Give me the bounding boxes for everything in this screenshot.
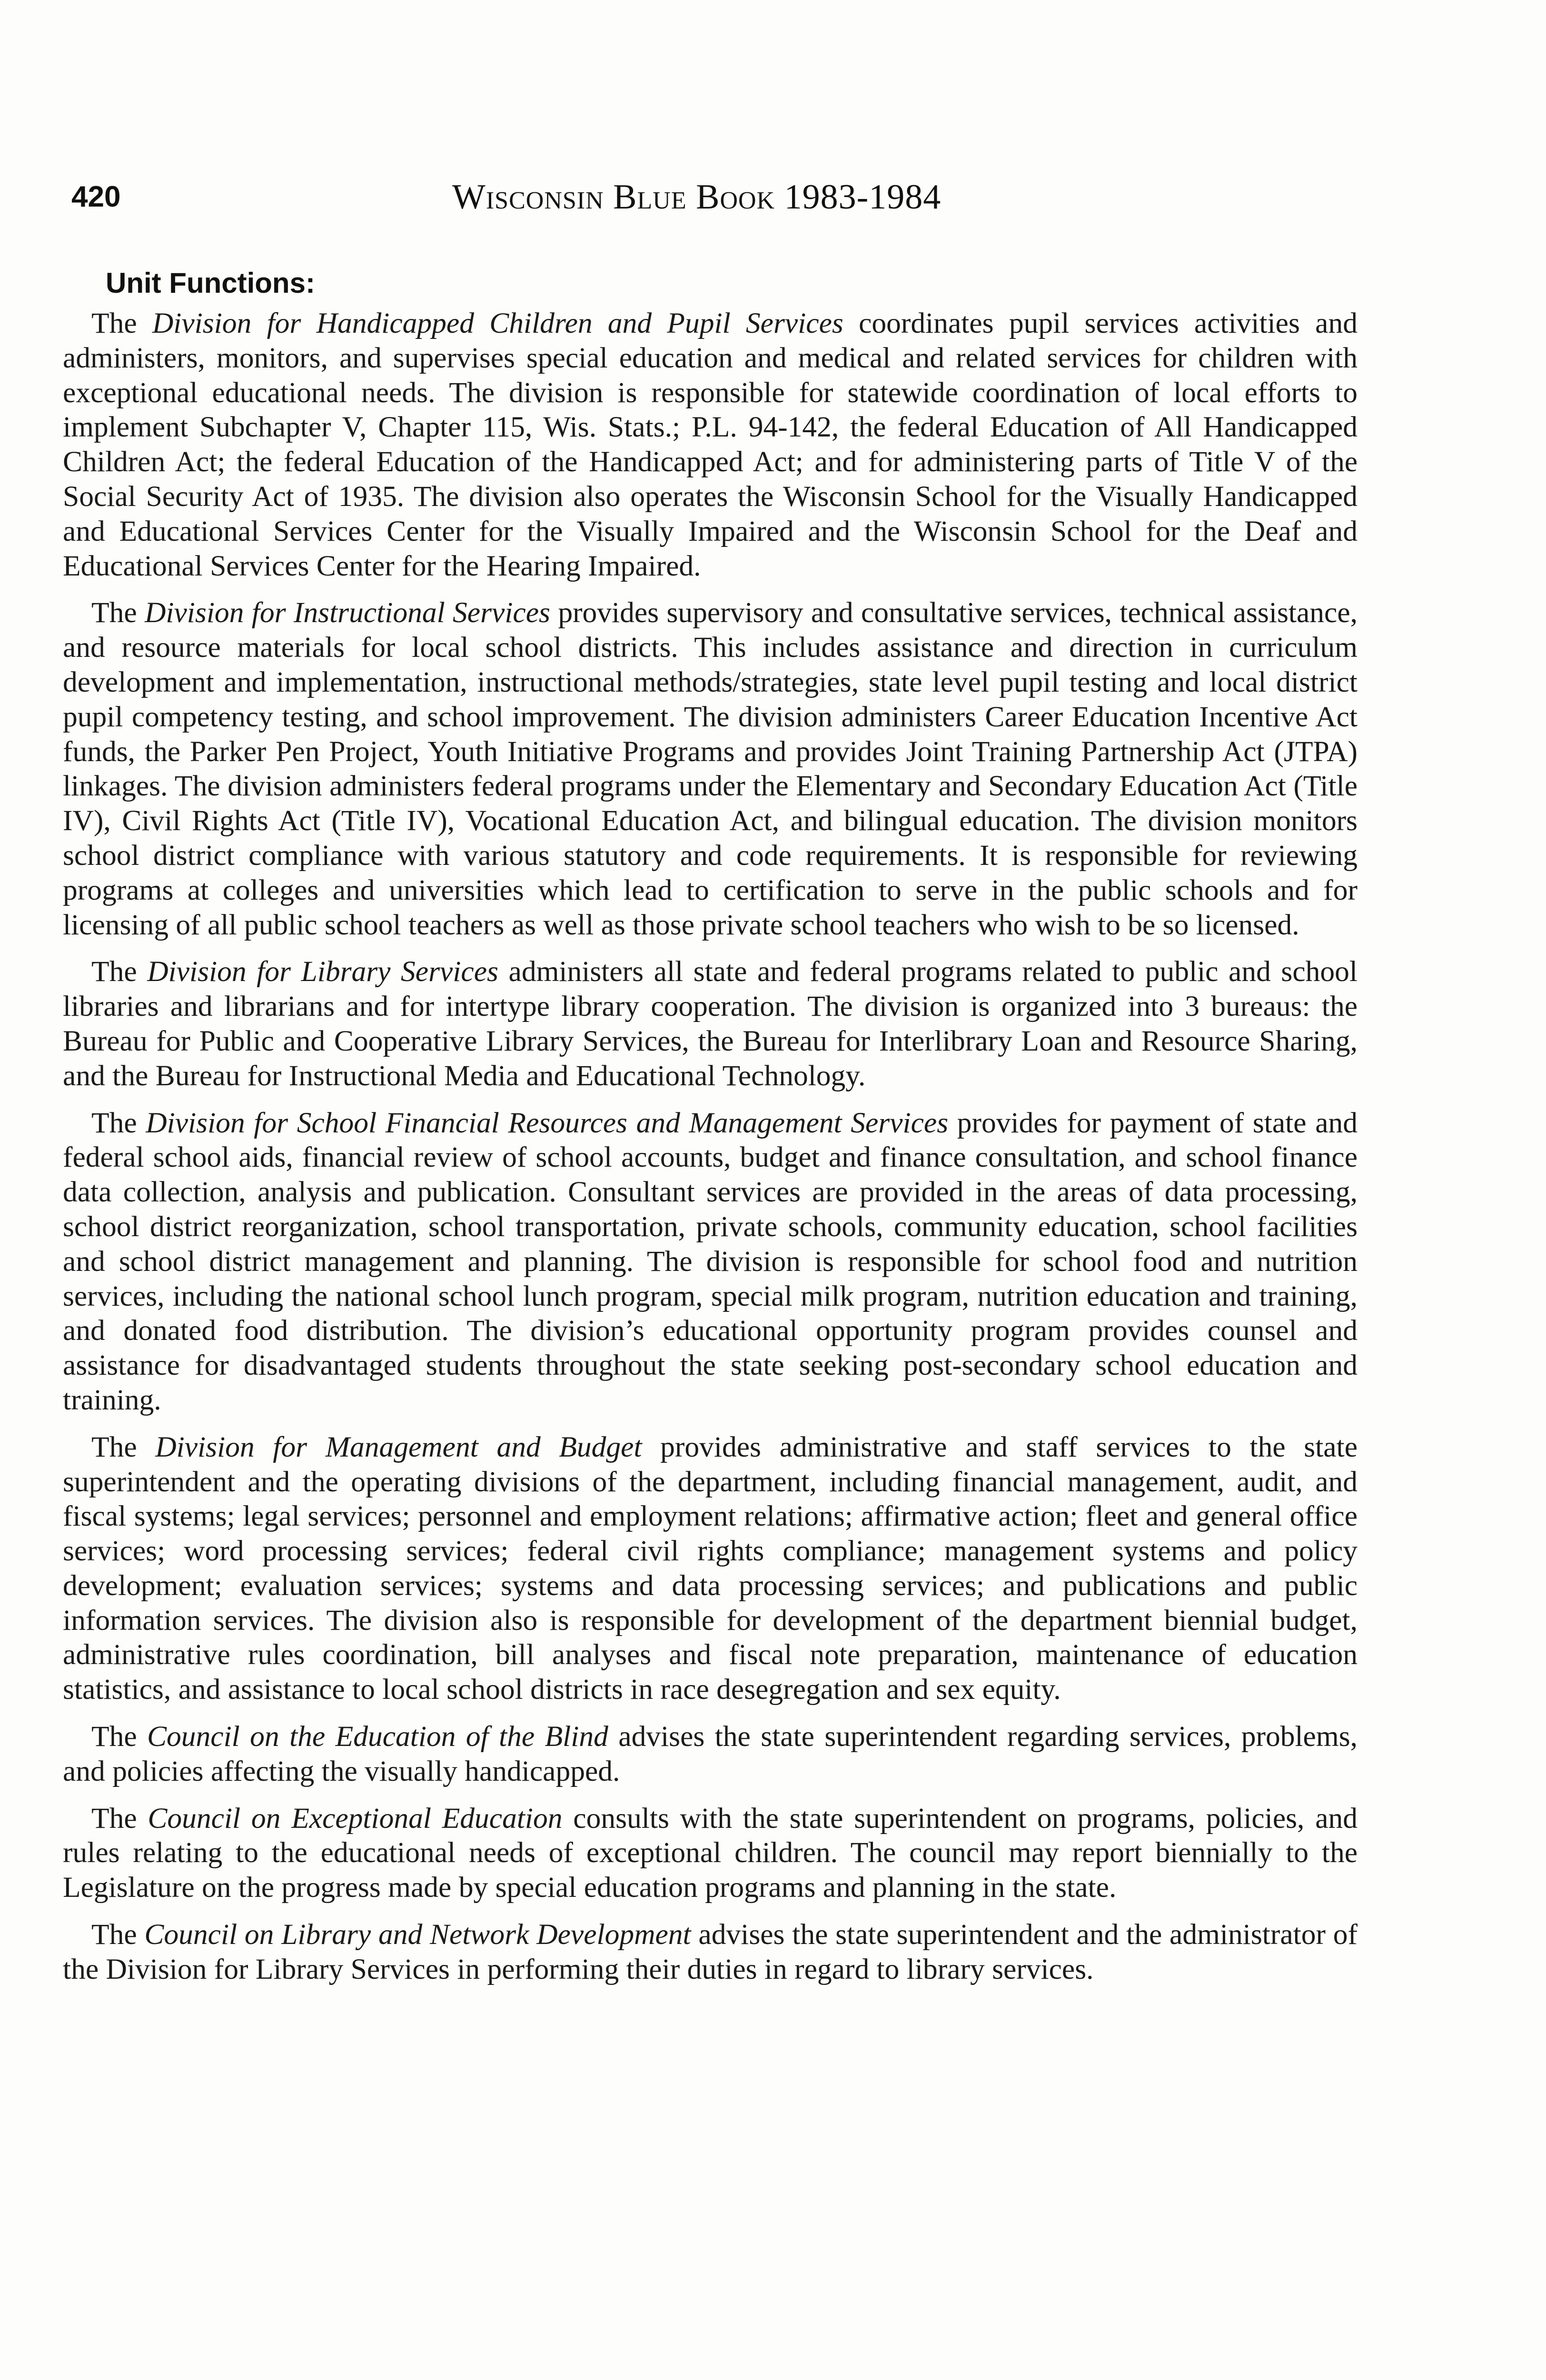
paragraph-lead: The (91, 1106, 146, 1139)
unit-name: Division for Instructional Services (145, 596, 550, 629)
unit-name: Council on Exceptional Education (148, 1802, 563, 1835)
page-header (71, 180, 1357, 228)
paragraph-lead: The (91, 596, 145, 629)
paragraph-text: provides administrative and staff services to the state superintendent and the operating divisions of the department, including financial management, audit, and fiscal systems; legal services; personnel and employment relations; affirmative action; fleet and general office services; word processing services; federal civil rights compliance; management systems and policy development; evaluation services; systems and data processing services; and publications and public information services. The division also is responsible for development of the department biennial budget, administrative rules coordination, bill analyses and fiscal note preparation, maintenance of education statistics, and assistance to local school districts in race desegregation and sex equity. (63, 1430, 1358, 1706)
unit-name: Division for Handicapped Children and Pupil Services (152, 307, 843, 339)
paragraph-text: consults with the state superintendent on programs, policies, and rules relating to the educational needs of exceptional children. The council may report biennially to the Legislature on the progress made by special education programs and planning in the state. (63, 1802, 1358, 1904)
running-title: Wisconsin Blue Book 1983-1984 (452, 178, 941, 217)
unit-name: Division for Management and Budget (155, 1430, 642, 1463)
paragraph-text: advises the state superintendent and the administrator of the Division for Library Services in performing their duties in regard to library services. (63, 1918, 1358, 1985)
body-text (63, 264, 1358, 1999)
unit-name: Division for Library Services (147, 955, 498, 988)
paragraph-text: advises the state superintendent regarding services, problems, and policies affecting the visually handicapped. (63, 1720, 1358, 1787)
paragraph-lead: The (91, 1430, 156, 1463)
paragraph-instructional-services (63, 595, 1358, 942)
paragraph-text: administers all state and federal programs related to public and school libraries and librarians and for intertype library cooperation. The division is organized into 3 bureaus: the Bureau for Public and Cooperative Library Services, the Bureau for Interlibrary Loan and Resource Sharing, and the Bureau for Instructional Media and Educational Technology. (63, 955, 1358, 1092)
paragraph-lead: The (91, 1720, 148, 1753)
paragraph-text: coordinates pupil services activities and administers, monitors, and supervises special education and medical and related services for children with exceptional educational needs. The division is responsible for statewide coordination of local efforts to implement Subchapter V, Chapter 115, Wis. Stats.; P.L. 94-142, the federal Education of All Handicapped Children Act; the federal Education of the Handicapped Act; and for administering parts of Title V of the Social Security Act of 1935. The division also operates the Wisconsin School for the Visually Handicapped and Educational Services Center for the Visually Impaired and the Wisconsin School for the Deaf and Educational Services Center for the Hearing Impaired. (63, 307, 1358, 582)
paragraph-lead: The (91, 1802, 148, 1835)
paragraph-handicapped-children (63, 306, 1358, 583)
paragraph-council-education-of-blind (63, 1719, 1358, 1789)
paragraph-lead: The (91, 1918, 145, 1951)
paragraph-school-financial-resources (63, 1106, 1358, 1418)
paragraph-council-library-network (63, 1917, 1358, 1987)
unit-name: Division for School Financial Resources and Management Services (146, 1106, 949, 1139)
paragraph-lead: The (91, 307, 152, 339)
paragraph-text: provides supervisory and consultative services, technical assistance, and resource materials for local school districts. This includes assistance and direction in curriculum development and implementation, instructional methods/strategies, state level pupil testing and local district pupil competency testing, and school improvement. The division administers Career Education Incentive Act funds, the Parker Pen Project, Youth Initiative Programs and provides Joint Training Partnership Act (JTPA) linkages. The division administers federal programs under the Elementary and Secondary Education Act (Title IV), Civil Rights Act (Title IV), Vocational Education Act, and bilingual education. The division monitors school district compliance with various statutory and code requirements. It is responsible for reviewing programs at colleges and universities which lead to certification to serve in the public schools and for licensing of all public school teachers as well as those private school teachers who wish to be so licensed. (63, 596, 1358, 941)
paragraph-management-and-budget (63, 1430, 1358, 1707)
paragraph-text: provides for payment of state and federal school aids, financial review of school accounts, budget and finance consultation, and school finance data collection, analysis and publication. Consultant services are provided in the areas of data processing, school district reorganization, school transportation, private schools, community education, school facilities and school district management and planning. The division is responsible for school food and nutrition services, including the national school lunch program, special milk program, nutrition education and training, and donated food distribution. The division’s educational opportunity program provides counsel and assistance for disadvantaged students throughout the state seeking post-secondary school education and training. (63, 1106, 1358, 1416)
paragraph-library-services (63, 954, 1358, 1093)
paragraph-lead: The (91, 955, 148, 988)
section-heading: Unit Functions: (106, 267, 315, 299)
unit-name: Council on the Education of the Blind (147, 1720, 608, 1753)
unit-name: Council on Library and Network Development (144, 1918, 691, 1951)
page-number: 420 (71, 180, 121, 213)
paragraph-council-exceptional-education (63, 1801, 1358, 1905)
